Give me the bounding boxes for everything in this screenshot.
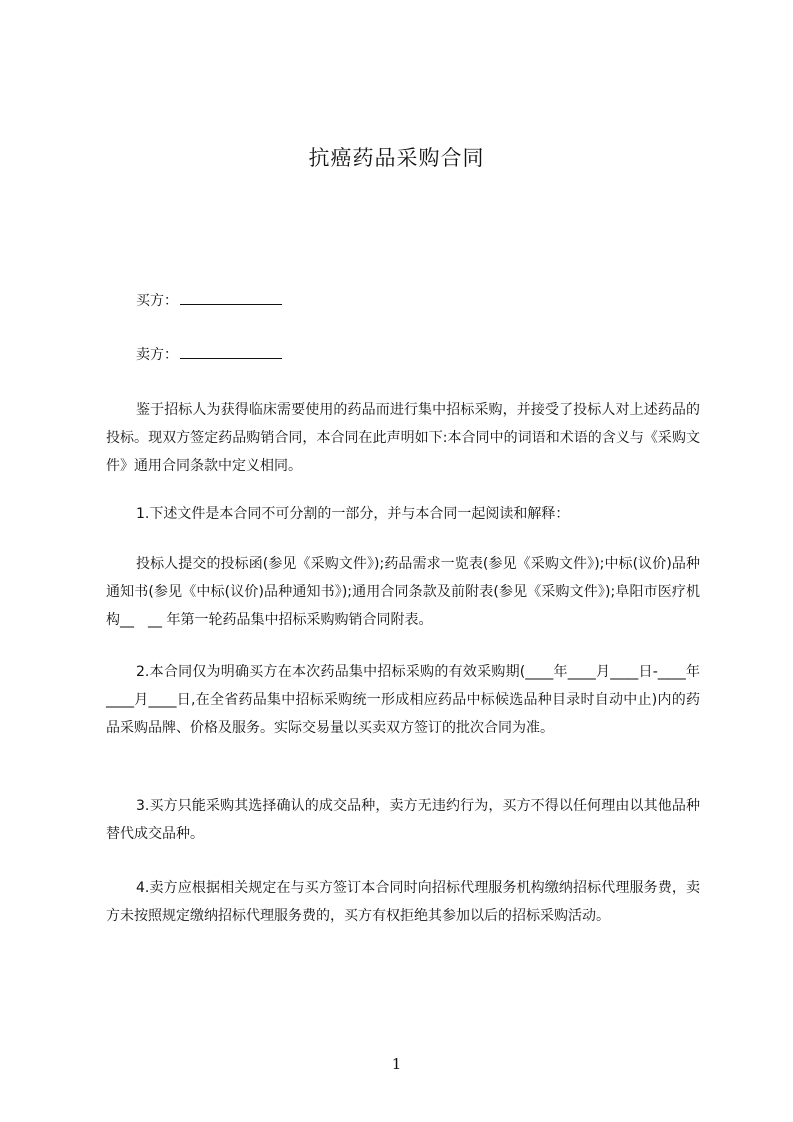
- buyer-line: [136, 291, 282, 311]
- seller-blank: [180, 346, 282, 359]
- clause-1: 1.下述文件是本合同不可分割的一部分，并与本合同一起阅读和解释：: [136, 506, 570, 522]
- seller-label: 卖方：: [136, 347, 178, 363]
- seller-line: [136, 345, 282, 365]
- clause-3: 3.买方只能采购其选择确认的成交品种，卖方无违约行为，买方不得以任何理由以其他品种替代成交品种。: [106, 798, 700, 842]
- page-number: 1: [391, 1055, 402, 1073]
- clause-4: 4.卖方应根据相关规定在与买方签订本合同时向招标代理服务机构缴纳招标代理服务费，卖方未按照规定缴纳招标代理服务费的，买方有权拒绝其参加以后的招标采购活动。: [106, 880, 700, 924]
- clause-2: 2.本合同仅为明确买方在本次药品集中招标采购的有效采购期(____年____月____日-____年____月____日,在全省药品集中招标采购统一形成相应药品中标候选品种目录时自动中止)内的药品采购品牌、价格及服务。实际交易量以买卖双方签订的批次合同为准。: [106, 664, 700, 736]
- buyer-label: 买方：: [136, 293, 178, 309]
- clause-1-documents: 投标人提交的投标函(参见《采购文件》);药品需求一览表(参见《采购文件》);中标(议价)品种通知书(参见《中标(议价)品种通知书》);通用合同条款及前附表(参见《采购文件》);阜阳市医疗机构__ __ 年第一轮药品集中招标采购购销合同附表。: [106, 556, 700, 628]
- preamble-paragraph: 鉴于招标人为获得临床需要使用的药品而进行集中招标采购，并接受了投标人对上述药品的投标。现双方签定药品购销合同，本合同在此声明如下:本合同中的词语和术语的含义与《采购文件》通用合同条款中定义相同。: [106, 402, 700, 474]
- document-title: 抗癌药品采购合同: [308, 146, 485, 170]
- buyer-blank: [180, 292, 282, 305]
